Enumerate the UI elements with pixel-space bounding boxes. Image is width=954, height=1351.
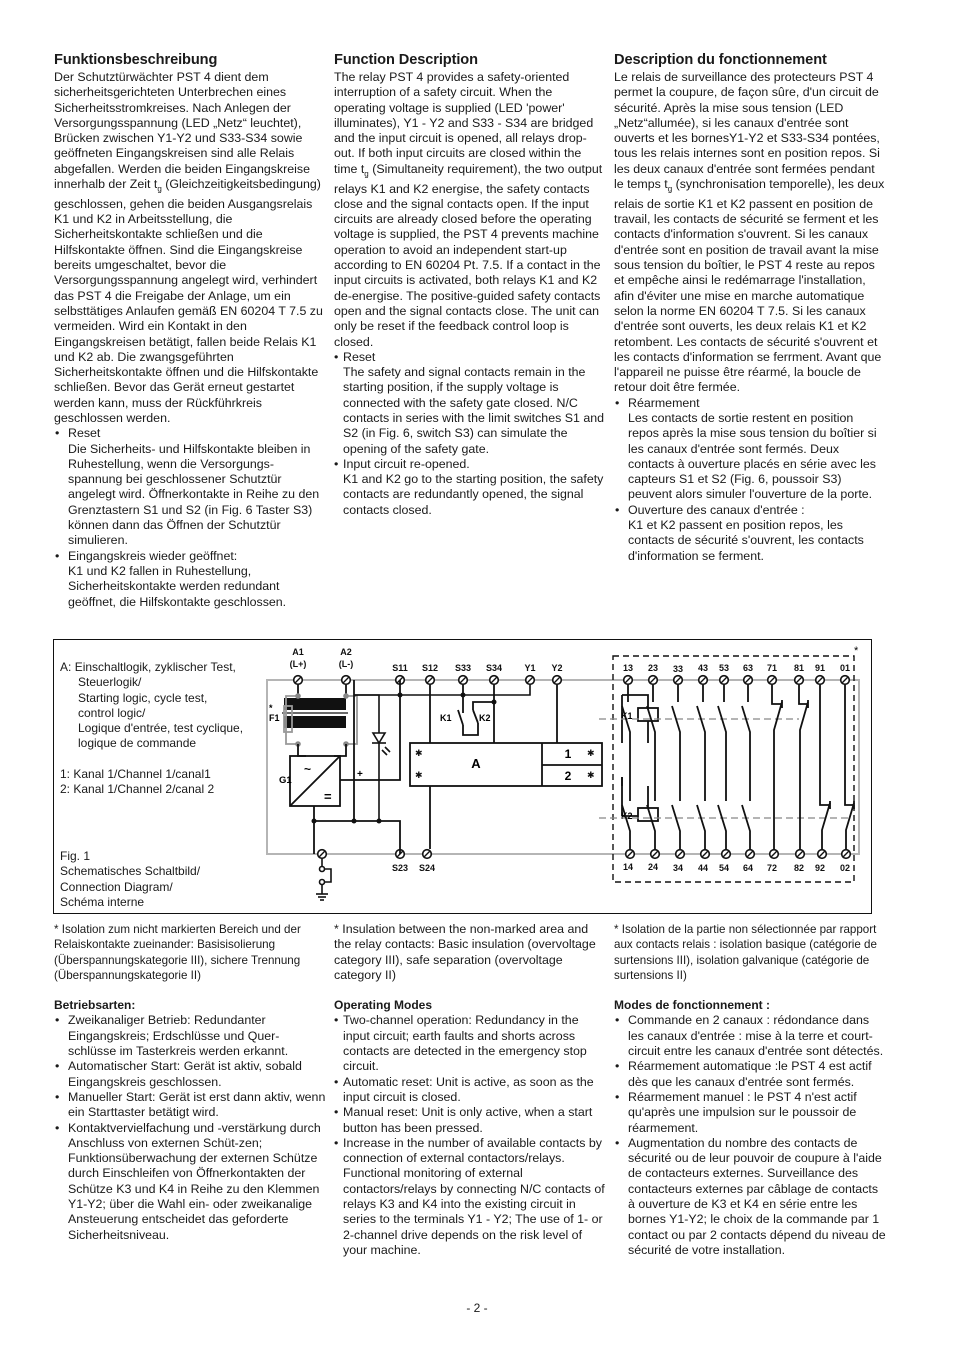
english-intro: The relay PST 4 provides a safety-oriented interruption of a safety circuit. When the operating voltage is supplied (LED 'power' illuminates), Y1 - Y2 and S33 - S34 are bridged and the input circuit is opened, all relays drop-out. If both input circuits are closed within the time $t_g$ (Simultaneity requirement), the two output relays K1 and K2 energise, the safety contacts close and the signal contacts open. If the input circuits are already closed before the operating voltage is supplied, the PST 4 prevents machine operation to avoid an independent start-up according to EN 60204 Pt. 7.5. If a contact in the input circuits is activated, both relays K1 and K2 de-energise. The positive-guided safety contacts open and the signal contacts close. The unit can only be reset if the feedback control loop is closed. — [334, 70, 603, 349]
svg-text:S11: S11 — [392, 663, 408, 673]
svg-text:S33: S33 — [454, 663, 472, 673]
german-heading: Funktionsbeschreibung — [54, 52, 218, 68]
german-modes-heading: Betriebsarten: — [54, 998, 136, 1013]
french-insulation-note: * Isolation de la partie non sélectionnée par rapport aux contacts relais : isolation basique (catégorie de surtensions III), isolation galvanique (catégorie de surtensions II) — [614, 923, 877, 982]
list-item: • Réarmement manuel : le PST 4 n'est actif qu'après une impulsion sur le poussoir de réarmement. — [614, 1090, 886, 1136]
svg-text:K1: K1 — [440, 713, 452, 723]
svg-text:✱: ✱ — [415, 748, 423, 758]
list-item: • Manual reset: Unit is only active, when a start button has been pressed. — [334, 1105, 606, 1136]
svg-text:81: 81 — [793, 663, 805, 673]
svg-text:71: 71 — [766, 663, 778, 673]
svg-text:K2: K2 — [621, 811, 633, 821]
list-item: • Eingangskreis wieder geöffnet: K1 und K2 fallen in Ruhestellung, Sicherheitskontakte werden redundant geöffnet, die Hilfskontakte geschlossen. — [54, 549, 326, 610]
german-modes-list — [54, 1013, 326, 1242]
svg-text:53: 53 — [718, 663, 730, 673]
svg-text:34: 34 — [672, 863, 684, 873]
list-item: • Zweikanaliger Betrieb: Redundanter Eingangskreis; Erdschlüsse und Quer-schlüsse im Tasterkreis werden erkannt. — [54, 1013, 326, 1059]
svg-text:A2: A2 — [340, 647, 352, 657]
page-number: - 2 - — [466, 1301, 488, 1315]
list-item: • Reset The safety and signal contacts remain in the starting position, if the supply voltage is connected with the safety gate closed. N/C contacts in series with the limit switches S1 and S2 (in Fig. 6, switch S3) can simulate the opening of the safety gate. — [334, 350, 606, 457]
figure-legend: A: Einschaltlogik, zyklischer Test, Steuerlogik/ Starting logic, cycle test, control logic/ Logique d'entrée, test cyclique, logique de commande 1: Kanal 1/Channel 1/canal1 2: Kanal 1/Channel 2/canal 2 — [60, 660, 244, 797]
french-modes-list — [614, 1013, 886, 1258]
list-item: • Increase in the number of available contacts by connection of external contactors/relays. Functional monitoring of external contactors/relays by connecting N/C contacts of relays K3 and K4 into the existing circuit in series to the terminals Y1 - Y2; The use of 1- or 2-channel drive depends on the risk level of your machine. — [334, 1136, 606, 1258]
list-item: • Ouverture des canaux d'entrée : K1 et K2 passent en position repos, les contacts de sécurité s'ouvrent, les contacts d'information se ferment. — [614, 503, 886, 564]
output-terminal-labels — [623, 663, 850, 873]
svg-text:K2: K2 — [479, 713, 491, 723]
isolation-asterisk: * — [854, 645, 859, 657]
svg-text:63: 63 — [742, 663, 754, 673]
svg-text:64: 64 — [742, 863, 754, 873]
list-item: • Commande en 2 canaux : rédondance dans les canaux d'entrée : mise à la terre et court-circuit entre les canaux d'entrée sont détectés. — [614, 1013, 886, 1059]
svg-text:+: + — [357, 769, 363, 780]
french-column — [614, 52, 886, 564]
svg-text:✱: ✱ — [587, 748, 595, 758]
svg-text:S23: S23 — [391, 863, 409, 873]
svg-text:02: 02 — [839, 863, 851, 873]
english-bullets — [334, 350, 606, 518]
connection-diagram-figure — [53, 639, 872, 914]
list-item: • Augmentation du nombre des contacts de sécurité ou de leur pouvoir de coupure à l'aide de contacteurs externes. Surveillance des contacteurs externes par câblage de contacts à ouverture de K3 et K4 en série entre les bornes Y1-Y2; le choix de la commande par 1 contact ou par 2 contacts dépend du niveau de sécurité de votre installation. — [614, 1136, 886, 1258]
svg-text:23: 23 — [647, 663, 659, 673]
german-intro: Der Schutztürwächter PST 4 dient dem sicherheitsgerichteten Unterbrechen eines Sicherheitsstromkreises. Nach Anlegen der Versorgungsspannung (LED „Netz“ leuchtet), Brücken zwischen Y1-Y2 und S33-S34 sowie geöffneten Eingangskreisen sind alle Relais abgefallen. Werden die beiden Eingangskreise innerhalb der Zeit $t_g$ (Gleichzeitigkeitsbedingung) geschlossen, gehen die beiden Ausgangsrelais K1 und K2 in Arbeitsstellung, die Sicherheitskontakte schließen und die Hilfskontakte öffnen. Sind die Eingangskreise bereits umgeschaltet, bevor die Versorgungsspannung angelegt wird, verhindert das PST 4 die Freigabe der Anlage, um ein selbsttätiges Anlaufen gemäß EN 60204 T 7.5 zu vermeiden. Wird ein Kontakt in den Eingangskreisen betätigt, fallen beide Relais K1 und K2 ab. Die zwangsgeführten Sicherheitskontakte öffnen und die Hilfskontakte schließen. Bevor das Gerät erneut gestartet werden kann, muss der Rückführkreis geschlossen werden. — [54, 70, 323, 425]
list-item: • Automatischer Start: Gerät ist aktiv, sobald Eingangskreis geschlossen. — [54, 1059, 326, 1090]
list-item: • Manueller Start: Gerät ist erst dann aktiv, wenn ein Starttaster betätigt wird. — [54, 1090, 326, 1121]
svg-text:~: ~ — [304, 762, 312, 776]
svg-text:G1: G1 — [279, 775, 292, 786]
svg-text:33: 33 — [672, 664, 684, 674]
list-item: • Reset Die Sicherheits- und Hilfskontakte bleiben in Ruhestellung, wenn die Versorgungs-spannung bei geschlossener Schutztür angelegt wird. Öffnerkontakte in Reihe zu den Grenztastern S1 und S2 (in Fig. 6 Taster S3) können dann das Öffnen der Schutztür simulieren. — [54, 426, 326, 548]
list-item: • Automatic reset: Unit is active, as soon as the input circuit is closed. — [334, 1075, 606, 1106]
french-bullets — [614, 396, 886, 564]
svg-text:2: 2 — [564, 769, 572, 783]
svg-text:Y2: Y2 — [551, 663, 563, 673]
svg-text:✱: ✱ — [415, 770, 423, 780]
list-item: • Two-channel operation: Redundancy in the input circuit; earth faults and shorts across contacts are detected in the emergency stop circuit. — [334, 1013, 606, 1074]
svg-text:91: 91 — [814, 663, 826, 673]
list-item: • Kontaktvervielfachung und -verstärkung durch Anschluss von externen Schüt-zen; Funktionsüberwachung der externen Schütze durch Einschleifen von Öffnerkontakten der Schütze K3 und K4 in Reihe zu den Klemmen Y1-Y2; über die Wahl ein- oder zweikanalige Ansteuerung entscheidet das geforderte Sicherheitsniveau. — [54, 1121, 326, 1243]
french-bottom — [614, 922, 886, 1258]
svg-text:01: 01 — [839, 663, 851, 673]
svg-text:S34: S34 — [485, 663, 503, 673]
svg-text:24: 24 — [647, 862, 659, 872]
svg-text:A1: A1 — [292, 647, 304, 657]
list-item: • Input circuit re-opened. K1 and K2 go to the starting position, the safety contacts are redundantly opened, the signal contacts closed. — [334, 457, 606, 518]
svg-text:=: = — [324, 789, 332, 804]
svg-text:1: 1 — [564, 747, 572, 761]
german-bullets — [54, 426, 326, 610]
svg-text:S12: S12 — [421, 663, 439, 673]
svg-text:Y1: Y1 — [524, 663, 536, 673]
french-heading: Description du fonctionnement — [614, 52, 827, 68]
svg-text:13: 13 — [622, 663, 634, 673]
svg-text:(L+): (L+) — [289, 659, 307, 669]
german-insulation-note: * Isolation zum nicht markierten Bereich und der Relaiskontakte zueinander: Basisisolierung (Überspannungskategorie III), sichere Trennung (Überspannungskategorie II) — [54, 923, 301, 982]
figure-caption: Fig. 1 Schematisches Schaltbild/ Connection Diagram/ Schéma interne — [60, 849, 201, 909]
schematic-svg — [54, 640, 873, 915]
svg-text:(L-): (L-) — [338, 659, 354, 669]
english-heading: Function Description — [334, 52, 478, 68]
svg-text:72: 72 — [766, 863, 778, 873]
svg-text:F1: F1 — [269, 713, 280, 723]
svg-text:K1: K1 — [621, 711, 633, 721]
svg-text:✱: ✱ — [587, 770, 595, 780]
svg-text:54: 54 — [718, 863, 730, 873]
german-bottom — [54, 922, 326, 1243]
german-column — [54, 52, 326, 610]
svg-text:44: 44 — [697, 863, 709, 873]
svg-text:A: A — [471, 756, 481, 771]
list-item: • Réarmement Les contacts de sortie restent en position repos après la mise sous tension du boîtier si les canaux d'entrée sont fermés. Deux contacts à ouverture placés en série avec les capteurs S1 et S2 (Fig. 6, poussoir S3) peuvent alors simuler l'ouverture de la porte. — [614, 396, 886, 503]
french-modes-heading: Modes de fonctionnement : — [614, 998, 770, 1013]
english-insulation-note: * Insulation between the non-marked area and the relay contacts: Basic insulation (overvoltage category III), safe separation (overvoltage category II) — [334, 922, 596, 982]
english-column — [334, 52, 606, 518]
svg-text:43: 43 — [697, 663, 709, 673]
list-item: • Réarmement automatique :le PST 4 est actif dès que les canaux d'entrée sont fermés. — [614, 1059, 886, 1090]
english-bottom — [334, 922, 606, 1258]
english-modes-list — [334, 1013, 606, 1258]
svg-text:S24: S24 — [418, 863, 436, 873]
svg-text:*: * — [269, 703, 273, 713]
output-terminal-screws — [624, 676, 851, 859]
svg-text:14: 14 — [622, 862, 634, 872]
english-modes-heading: Operating Modes — [334, 998, 433, 1013]
svg-text:82: 82 — [793, 863, 805, 873]
french-intro: Le relais de surveillance des protecteurs PST 4 permet la coupure, de façon sûre, d'un circuit de sécurité. Après la mise sous tension (LED „Netz“allumée), si les canaux d'entrée sont ouverts et les bornesY1-Y2 et S33-S34 pontées, tous les relais internes sont en position repos. Si les deux canaux d'entrée sont fermées pendant le temps $t_g$ (synchronisation temporelle), les deux relais de sortie K1 et K2 passent en position de travail, les contacts de sécurité se ferment et les contacts d'information s'ouvrent. Si les canaux d'entrée sont en position de travail avant la mise sous tension du boîtier, le PST 4 reste au repos et empêche ainsi le redémarrage l'installation, afin d'éviter une mise en marche automatique selon la norme EN 60204 T 7.5. Si les canaux d'entrée sont ouverts, les deux relais K1 et K2 retombent. Les contacts de sécurité s'ouvrent et les contacts d'information se ferrment. Avant que l'appareil ne puisse être réarmé, la boucle de retour doit être fermée. — [614, 70, 885, 395]
svg-text:92: 92 — [814, 863, 826, 873]
